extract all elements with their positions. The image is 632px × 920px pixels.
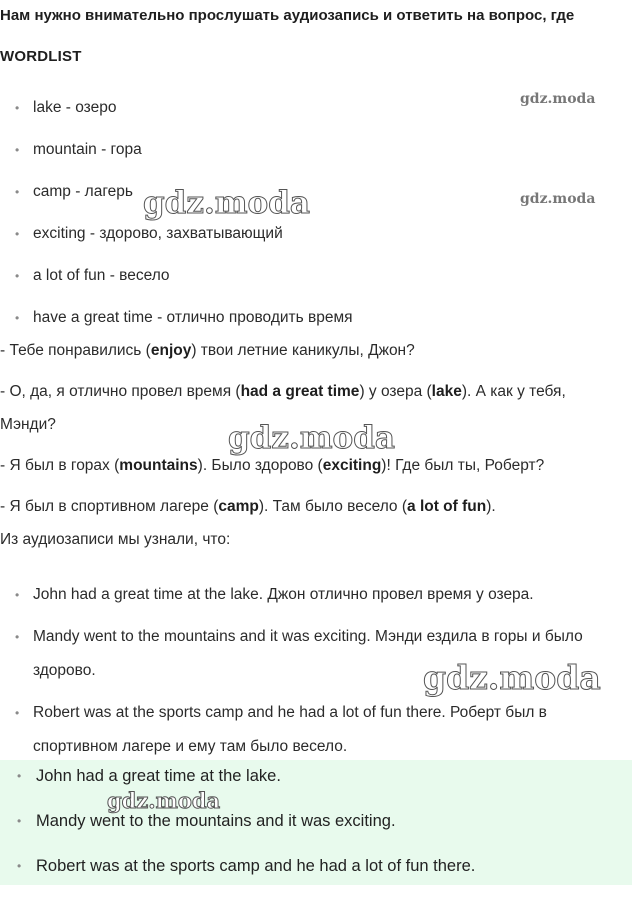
wordlist <box>0 96 353 348</box>
dialogue-line: - Я был в спортивном лагере (camp). Там было весело (a lot of fun). <box>0 498 496 515</box>
bullet-icon: • <box>17 859 22 873</box>
wordlist-title: WORDLIST <box>0 48 82 65</box>
watermark-logo: gdz.moda <box>423 658 601 697</box>
fact-item: • Mandy went to the mountains and it was exciting. Мэнди ездила в горы и было здорово. <box>0 620 610 688</box>
wordlist-item: • lake - озеро <box>0 96 353 138</box>
watermark-logo: gdz.moda <box>520 191 596 207</box>
bullet-icon: • <box>17 769 22 783</box>
bullet-icon: • <box>17 814 22 828</box>
dialogue-line: - О, да, я отлично провел время (had a great time) у озера (lake). А как у тебя, <box>0 383 566 400</box>
bullet-icon: • <box>15 101 20 115</box>
bullet-icon: • <box>15 227 20 241</box>
watermark-logo: gdz.moda <box>520 91 596 107</box>
answers-list <box>0 764 475 899</box>
dialogue-line: - Я был в горах (mountains). Было здорово (exciting)! Где был ты, Роберт? <box>0 457 545 474</box>
fact-item: • Robert was at the sports camp and he had a lot of fun there. Роберт был в спортивном лагере и ему там было весело. <box>0 696 610 764</box>
bullet-icon: • <box>15 269 20 283</box>
wordlist-item: • mountain - гора <box>0 138 353 180</box>
wordlist-item: • a lot of fun - весело <box>0 264 353 306</box>
fact-item: • John had a great time at the lake. Джон отлично провел время у озера. <box>0 578 610 612</box>
bullet-icon: • <box>15 143 20 157</box>
bullet-icon: • <box>15 588 20 602</box>
wordlist-item: • camp - лагерь <box>0 180 353 222</box>
answer-item: • John had a great time at the lake. <box>0 764 475 809</box>
bullet-icon: • <box>15 185 20 199</box>
answer-item: • Mandy went to the mountains and it was exciting. <box>0 809 475 854</box>
bullet-icon: • <box>15 706 20 720</box>
bullet-icon: • <box>15 311 20 325</box>
wordlist-item: • have a great time - отлично проводить время <box>0 306 353 348</box>
wordlist-item: • exciting - здорово, захватывающий <box>0 222 353 264</box>
dialogue-line-cont: Мэнди? <box>0 416 56 433</box>
bullet-icon: • <box>15 630 20 644</box>
intro-text: Нам нужно внимательно прослушать аудиозапись и ответить на вопрос, где <box>0 7 575 24</box>
watermark-logo: gdz.moda <box>228 420 395 456</box>
watermark-logo: gdz.moda <box>143 185 310 221</box>
dialogue-line: - Тебе понравились (enjoy) твои летние каникулы, Джон? <box>0 342 415 359</box>
watermark-logo: gdz.moda <box>107 788 221 813</box>
answer-item: • Robert was at the sports camp and he had a lot of fun there. <box>0 854 475 899</box>
summary-intro: Из аудиозаписи мы узнали, что: <box>0 531 231 548</box>
